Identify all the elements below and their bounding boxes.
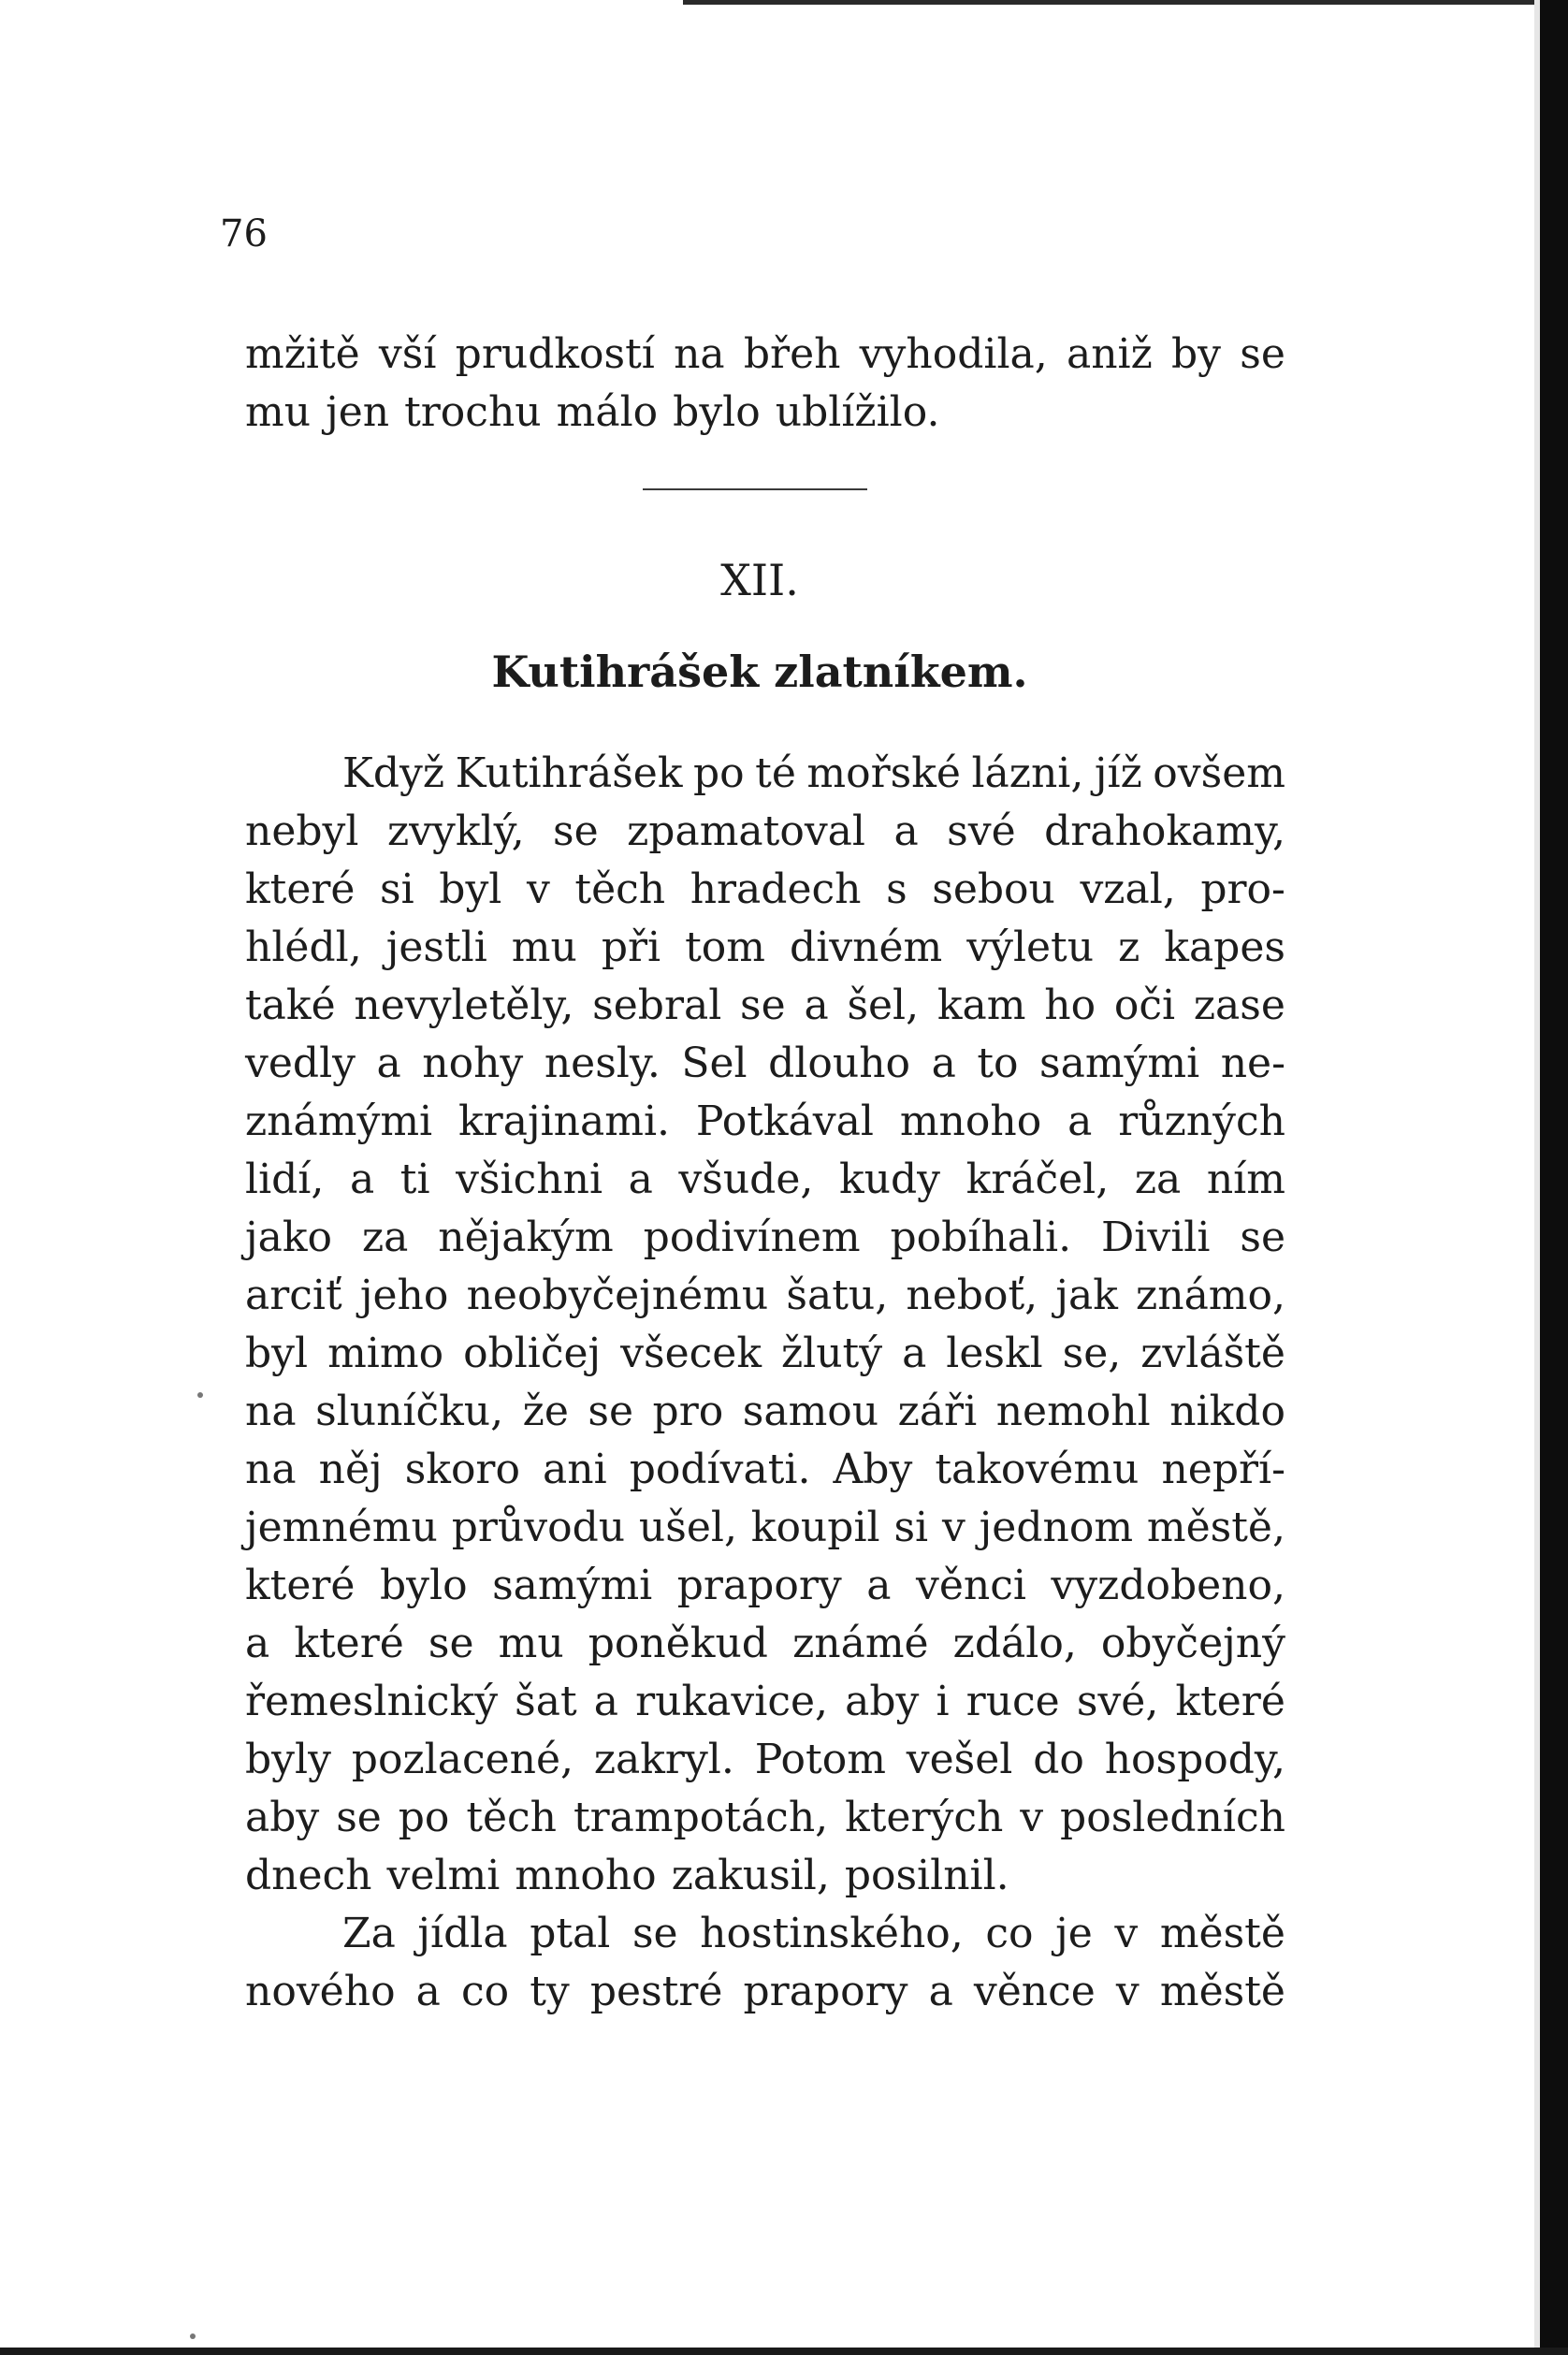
word: jednom <box>979 1504 1134 1551</box>
paragraph-2 <box>245 1905 1285 2021</box>
word: se <box>1240 1214 1285 1261</box>
word: a <box>1067 1098 1093 1145</box>
word: poněkud <box>588 1620 768 1667</box>
word: a <box>376 1039 401 1087</box>
word: pro- <box>1200 865 1285 913</box>
word: a <box>866 1562 892 1609</box>
word: nemohl <box>995 1388 1151 1435</box>
word: se, <box>1062 1330 1122 1377</box>
word: divném <box>790 923 943 971</box>
text-line <box>245 745 1285 803</box>
word: neobyčejnému <box>466 1272 769 1319</box>
word: které <box>1175 1678 1285 1725</box>
word: byly <box>245 1736 331 1783</box>
word: vyzdobeno, <box>1051 1562 1285 1609</box>
word: se <box>1240 330 1285 378</box>
word: takovému <box>935 1446 1140 1493</box>
word: málo <box>556 388 659 436</box>
word: dnech <box>245 1852 372 1899</box>
word: mžitě <box>245 330 360 378</box>
word: samou <box>742 1388 879 1435</box>
word: a <box>902 1330 927 1377</box>
word: samými <box>492 1562 653 1609</box>
word: nesly. <box>544 1039 661 1087</box>
page-number: 76 <box>220 212 268 255</box>
scan-speck <box>190 2333 196 2339</box>
word: ani <box>543 1446 607 1493</box>
text-line <box>245 1209 1285 1267</box>
word: šat <box>515 1678 577 1725</box>
word: za <box>1134 1156 1182 1203</box>
word: jak <box>1055 1272 1118 1319</box>
text-line <box>245 1905 1285 1963</box>
word: neboť, <box>906 1272 1038 1319</box>
word: městě <box>1159 1968 1285 2015</box>
word: jen <box>326 388 390 436</box>
word: věnci <box>915 1562 1026 1609</box>
word: lázni, <box>971 749 1084 797</box>
text-line <box>245 1267 1285 1325</box>
word: řemeslnický <box>245 1678 499 1725</box>
word: sluníčku, <box>315 1388 504 1435</box>
word: jemnému <box>245 1504 438 1551</box>
word: těch <box>574 865 666 913</box>
word: které <box>294 1620 404 1667</box>
word: mnoho <box>515 1852 657 1899</box>
scan-edge-bottom <box>0 2348 1568 2355</box>
word: těch <box>466 1794 558 1841</box>
word: různých <box>1118 1098 1285 1145</box>
word: na <box>245 1388 297 1435</box>
word: v <box>1020 1794 1044 1841</box>
text-line <box>245 1499 1285 1557</box>
word: břeh <box>743 330 841 378</box>
word: nějakým <box>438 1214 614 1261</box>
word: nevyletěly, <box>354 981 574 1029</box>
word: bylo <box>379 1562 468 1609</box>
word: známé <box>792 1620 929 1667</box>
text-line <box>245 384 1285 442</box>
word: ním <box>1206 1156 1285 1203</box>
chapter-number: XII. <box>720 555 799 605</box>
word: zakryl. <box>593 1736 734 1783</box>
word: za <box>361 1214 409 1261</box>
word: vešel <box>906 1736 1013 1783</box>
word: se <box>632 1910 678 1957</box>
word: při <box>601 923 661 971</box>
text-line <box>245 1963 1285 2021</box>
word: kterých <box>845 1794 1004 1841</box>
word: z <box>1118 923 1140 971</box>
text-line <box>245 977 1285 1035</box>
word: se <box>553 807 599 855</box>
word: arciť <box>245 1272 342 1319</box>
word: ušel, <box>638 1504 737 1551</box>
text-line <box>245 1035 1285 1093</box>
word: městě, <box>1146 1504 1285 1551</box>
word: nového <box>245 1968 396 2015</box>
word: zvyklý, <box>386 807 525 855</box>
word: koupil <box>750 1504 880 1551</box>
word: hospody, <box>1104 1736 1285 1783</box>
word: své, <box>1076 1678 1159 1725</box>
word: zase <box>1193 981 1285 1029</box>
word: co <box>460 1968 510 2015</box>
text-line <box>245 1731 1285 1789</box>
word: podívati. <box>629 1446 811 1493</box>
text-line <box>245 803 1285 861</box>
text-line <box>245 326 1285 384</box>
word: a <box>931 1039 956 1087</box>
opening-text <box>245 326 1285 442</box>
word: ovšem <box>1153 749 1285 797</box>
word: do <box>1033 1736 1084 1783</box>
word: hlédl, <box>245 923 362 971</box>
word: šel, <box>847 981 920 1029</box>
word: nohy <box>422 1039 524 1087</box>
word: posledních <box>1060 1794 1285 1841</box>
word: známými <box>245 1098 433 1145</box>
word: mu <box>245 388 312 436</box>
text-line <box>245 1615 1285 1673</box>
word: Když <box>342 749 445 797</box>
word: prapory <box>743 1968 908 2015</box>
word: mimo <box>327 1330 444 1377</box>
scan-edge-top <box>683 0 1534 5</box>
word: že <box>522 1388 569 1435</box>
word: leskl <box>946 1330 1043 1377</box>
word: si <box>893 1504 929 1551</box>
word: pobíhali. <box>890 1214 1072 1261</box>
word: samými <box>1039 1039 1200 1087</box>
word: také <box>245 981 336 1029</box>
word: aby <box>845 1678 920 1725</box>
word: se <box>428 1620 474 1667</box>
word: ho <box>1044 981 1096 1029</box>
word: kapes <box>1164 923 1285 971</box>
word: se <box>336 1794 382 1841</box>
word: zdálo, <box>952 1620 1077 1667</box>
word: té <box>755 749 796 797</box>
word: se <box>588 1388 634 1435</box>
word: kudy <box>838 1156 940 1203</box>
word: Potom <box>754 1736 886 1783</box>
word: žlutý <box>780 1330 883 1377</box>
word: které <box>245 865 356 913</box>
word: sebou <box>932 865 1055 913</box>
word: obličej <box>463 1330 602 1377</box>
word: jako <box>245 1214 333 1261</box>
word: krajinami. <box>458 1098 671 1145</box>
word: kam <box>936 981 1026 1029</box>
word: ptal <box>530 1910 611 1957</box>
word: skoro <box>404 1446 520 1493</box>
word: vší <box>378 330 437 378</box>
word: co <box>985 1910 1034 1957</box>
word: by <box>1171 330 1222 378</box>
word: v <box>526 865 550 913</box>
word: a <box>893 807 919 855</box>
word: nikdo <box>1169 1388 1285 1435</box>
word: a <box>628 1156 653 1203</box>
word: vzal, <box>1080 865 1176 913</box>
word: Aby <box>833 1446 913 1493</box>
word: trochu <box>404 388 542 436</box>
word: velmi <box>386 1852 501 1899</box>
word: ruce <box>965 1678 1060 1725</box>
word: všichni <box>456 1156 603 1203</box>
word: jídla <box>417 1910 508 1957</box>
word: trampotách, <box>573 1794 829 1841</box>
word: v <box>1114 1910 1139 1957</box>
word: tom <box>685 923 766 971</box>
word: pestré <box>589 1968 723 2015</box>
word: to <box>977 1039 1019 1087</box>
word: rukavice, <box>635 1678 828 1725</box>
word: záři <box>897 1388 978 1435</box>
word: městě <box>1159 1910 1285 1957</box>
paragraph-1 <box>245 745 1285 1905</box>
text-line <box>245 1557 1285 1615</box>
scan-edge-right <box>1540 0 1568 2355</box>
word: ti <box>399 1156 430 1203</box>
word: mu <box>498 1620 564 1667</box>
text-line <box>245 1151 1285 1209</box>
word: zakusil, <box>671 1852 830 1899</box>
word: po <box>693 749 745 797</box>
word: průvodu <box>451 1504 626 1551</box>
word: lidí, <box>245 1156 325 1203</box>
word: dlouho <box>768 1039 911 1087</box>
word: věnce <box>973 1968 1096 2015</box>
word: prapory <box>676 1562 842 1609</box>
word: Kutihrášek <box>455 749 683 797</box>
word: v <box>1115 1968 1140 2015</box>
text-line <box>245 919 1285 977</box>
word: mořské <box>806 749 961 797</box>
word: a <box>928 1968 953 2015</box>
word: známo, <box>1136 1272 1285 1319</box>
word: jeho <box>359 1272 449 1319</box>
word: s <box>886 865 907 913</box>
word: pro <box>652 1388 724 1435</box>
word: zvláště <box>1140 1330 1285 1377</box>
word: jíž <box>1094 749 1142 797</box>
word: na <box>674 330 725 378</box>
word: své <box>947 807 1016 855</box>
word: nebyl <box>245 807 359 855</box>
word: hradech <box>690 865 862 913</box>
word: drahokamy, <box>1044 807 1285 855</box>
text-line <box>245 1325 1285 1383</box>
word: v <box>941 1504 965 1551</box>
word: a <box>415 1968 441 2015</box>
word: a <box>245 1620 270 1667</box>
word: ty <box>530 1968 570 2015</box>
word: byl <box>245 1330 309 1377</box>
text-line <box>245 1441 1285 1499</box>
word: na <box>245 1446 297 1493</box>
word: vedly <box>245 1039 356 1087</box>
text-line <box>245 1383 1285 1441</box>
text-line <box>245 861 1285 919</box>
word: Potkával <box>695 1098 874 1145</box>
word: Divili <box>1101 1214 1211 1261</box>
word: kráčel, <box>965 1156 1110 1203</box>
word: se <box>740 981 786 1029</box>
word: si <box>380 865 414 913</box>
word: Za <box>342 1910 396 1957</box>
word: jestli <box>385 923 487 971</box>
chapter-title: Kutihrášek zlatníkem. <box>491 647 1028 697</box>
word: vyhodila, <box>859 330 1048 378</box>
word: podivínem <box>643 1214 861 1261</box>
word: je <box>1055 1910 1093 1957</box>
word: obyčejný <box>1100 1620 1285 1667</box>
section-divider <box>643 488 867 490</box>
word: prudkostí <box>455 330 655 378</box>
word: ne- <box>1220 1039 1285 1087</box>
word: a <box>593 1678 619 1725</box>
word: ublížilo. <box>775 388 940 436</box>
word: aniž <box>1066 330 1153 378</box>
word: i <box>936 1678 950 1725</box>
word: aby <box>245 1794 320 1841</box>
word: nepří- <box>1161 1446 1285 1493</box>
word: které <box>245 1562 356 1609</box>
text-line <box>245 1847 1285 1905</box>
word: mu <box>511 923 577 971</box>
word: bylo <box>673 388 761 436</box>
word: sebral <box>592 981 722 1029</box>
word: výletu <box>966 923 1095 971</box>
word: všude, <box>678 1156 814 1203</box>
word: pozlacené, <box>351 1736 573 1783</box>
word: zpamatoval <box>627 807 865 855</box>
scan-speck <box>197 1392 203 1398</box>
word: Sel <box>681 1039 748 1087</box>
word: a <box>349 1156 375 1203</box>
word: mnoho <box>899 1098 1042 1145</box>
text-line <box>245 1673 1285 1731</box>
word: byl <box>439 865 502 913</box>
word: šatu, <box>786 1272 889 1319</box>
word: něj <box>318 1446 383 1493</box>
word: po <box>398 1794 450 1841</box>
word: oči <box>1113 981 1176 1029</box>
text-line <box>245 1093 1285 1151</box>
text-line <box>245 1789 1285 1847</box>
word: posilnil. <box>844 1852 1009 1899</box>
word: všecek <box>620 1330 762 1377</box>
word: a <box>804 981 829 1029</box>
word: hostinského, <box>700 1910 964 1957</box>
